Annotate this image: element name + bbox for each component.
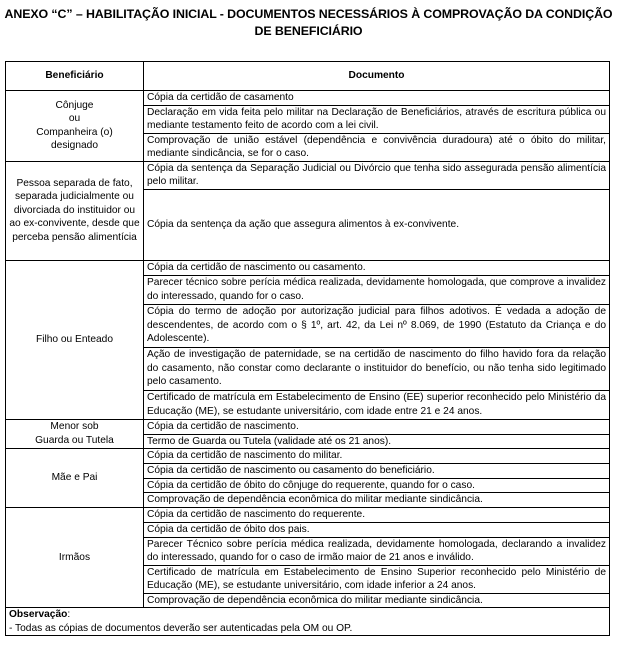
document-cell: Cópia da certidão de nascimento do requerente.	[144, 508, 610, 523]
title-line-1: ANEXO “C” – HABILITAÇÃO INICIAL - DOCUMENTOS NECESSÁRIOS À COMPROVAÇÃO DA CONDIÇÃO	[4, 7, 613, 21]
document-cell: Certificado de matrícula em Estabelecimento de Ensino (EE) superior reconhecido pelo Ministério da Educação (ME), se estudante universitário, com idade entre 21 e 24 anos.	[144, 390, 610, 419]
observation-row	[6, 608, 610, 636]
column-header-documento: Documento	[144, 62, 610, 91]
document-cell: Comprovação de dependência econômica do militar mediante sindicância.	[144, 493, 610, 508]
beneficiary-documents-table	[5, 61, 610, 636]
document-cell: Cópia da certidão de nascimento ou casamento do beneficiário.	[144, 463, 610, 478]
document-cell: Parecer Técnico sobre perícia médica realizada, devidamente homologada, declarando a invalidez do interessado, quando for o caso de irmão maior de 21 anos e inválido.	[144, 537, 610, 565]
beneficiary-cell: Filho ou Enteado	[6, 260, 144, 419]
document-cell: Comprovação de dependência econômica do militar mediante sindicância.	[144, 593, 610, 608]
document-cell: Cópia da sentença da ação que assegura alimentos à ex-convivente.	[144, 189, 610, 260]
beneficiary-cell: Menor sob Guarda ou Tutela	[6, 419, 144, 449]
observation-text: - Todas as cópias de documentos deverão ser autenticadas pela OM ou OP.	[9, 622, 353, 634]
column-header-beneficiario: Beneficiário	[6, 62, 144, 91]
table-header-row	[6, 62, 610, 91]
document-cell: Termo de Guarda ou Tutela (validade até os 21 anos).	[144, 434, 610, 449]
document-cell: Comprovação de união estável (dependência e convivência duradoura) até o óbito do militar, mediante sindicância, se for o caso.	[144, 133, 610, 161]
document-cell: Cópia da certidão de casamento	[144, 91, 610, 106]
observation-label: Observação	[9, 609, 68, 620]
document-cell: Declaração em vida feita pelo militar na Declaração de Beneficiários, através de escritura pública ou mediante testamento feito de acordo com a lei civil.	[144, 105, 610, 133]
document-cell: Cópia da certidão de nascimento do militar.	[144, 449, 610, 464]
document-cell: Cópia do termo de adoção por autorização judicial para filhos adotivos. É vedada a adoção de descendentes, de acordo com o § 1º, art. 42, da Lei nº 8.069, de 1990 (Estatuto da Criança e do Adolescente).	[144, 304, 610, 347]
document-cell: Cópia da sentença da Separação Judicial ou Divórcio que tenha sido assegurada pensão alimentícia pelo militar.	[144, 161, 610, 189]
table-row	[6, 161, 610, 189]
table-row	[6, 419, 610, 434]
title-line-2: DE BENEFICIÁRIO	[254, 24, 363, 38]
document-cell: Cópia da certidão de nascimento.	[144, 419, 610, 434]
document-title	[4, 6, 613, 40]
document-cell: Ação de investigação de paternidade, se na certidão de nascimento do filho havido fora da relação do casamento, não constar como declarante o instituidor do benefício, ou não tenha sido legitimado pelo casamento.	[144, 347, 610, 390]
table-row	[6, 91, 610, 106]
document-cell: Cópia da certidão de óbito dos pais.	[144, 523, 610, 538]
table-body	[6, 91, 610, 608]
beneficiary-cell: Pessoa separada de fato, separada judicialmente ou divorciada do instituidor ou ao ex-convivente, desde que perceba pensão alimentícia	[6, 161, 144, 260]
observation-cell: Observação: - Todas as cópias de documentos deverão ser autenticadas pela OM ou OP.	[6, 608, 610, 636]
document-cell: Cópia da certidão de óbito do cônjuge do requerente, quando for o caso.	[144, 478, 610, 493]
beneficiary-cell: Irmãos	[6, 508, 144, 608]
document-cell: Cópia da certidão de nascimento ou casamento.	[144, 260, 610, 275]
table-row	[6, 260, 610, 275]
table-row	[6, 508, 610, 523]
beneficiary-cell: Cônjuge ou Companheira (o) designado	[6, 91, 144, 162]
beneficiary-cell: Mãe e Pai	[6, 449, 144, 508]
document-cell: Certificado de matrícula em Estabelecimento de Ensino Superior reconhecido pelo Ministério de Educação (ME), se estudante universitário, com idade inferior a 24 anos.	[144, 565, 610, 593]
document-cell: Parecer técnico sobre perícia médica realizada, devidamente homologada, que comprove a invalidez do interessado, quando for o caso.	[144, 275, 610, 304]
table-row	[6, 449, 610, 464]
